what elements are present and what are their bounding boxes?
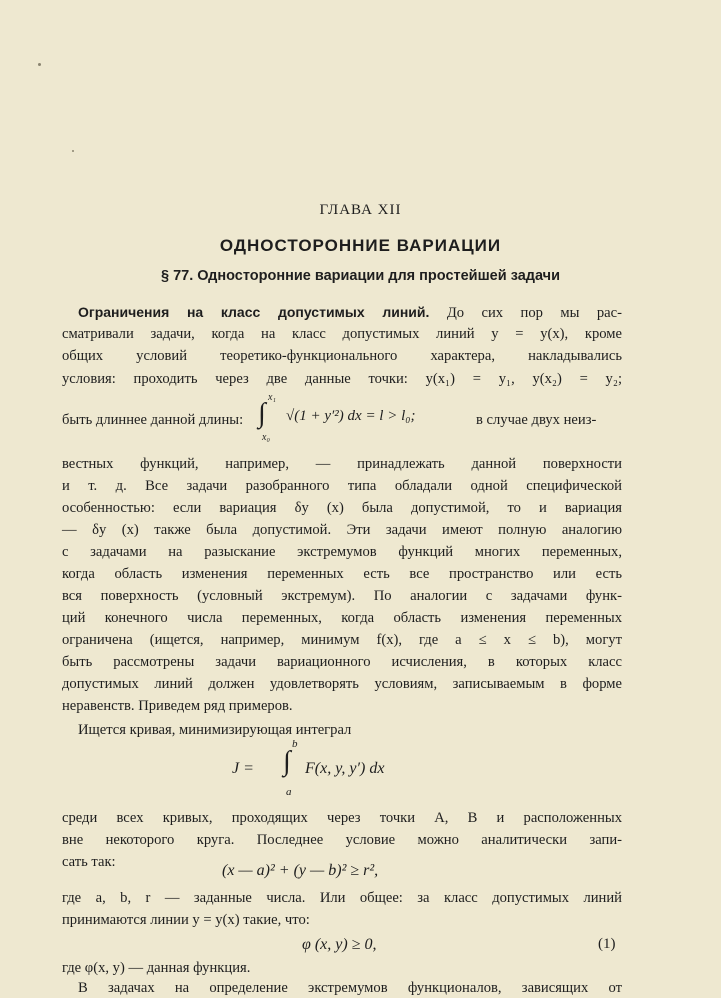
integral-sign: ∫ xyxy=(258,398,266,429)
paragraph-line: где a, b, r — заданные числа. Или общее: за класс допустимых линий xyxy=(62,890,622,906)
paragraph-line: Ищется кривая, минимизирующая интеграл xyxy=(78,722,352,738)
paragraph-line: сматривали задачи, когда на класс допустимых линий y = y(x), кроме xyxy=(62,326,622,342)
paper-speck xyxy=(72,150,74,152)
section-title: § 77. Односторонние вариации для простейшей задачи xyxy=(160,268,561,284)
paragraph-line: вестных функций, например, — принадлежать данной поверхности xyxy=(62,456,622,472)
integral-lower-limit: x₀ xyxy=(262,432,270,443)
paragraph-line: где φ(x, y) — данная функция. xyxy=(62,960,251,976)
integral-sign: ∫ xyxy=(283,746,291,777)
paragraph-text: в случае двух неиз- xyxy=(476,412,597,428)
paragraph-line: условия: проходить через две данные точки: y(x₁) = y₁, y(x₂) = y₂; xyxy=(62,371,622,387)
paragraph-line: общих условий теоретико-функционального характера, накладывались xyxy=(62,348,622,364)
paragraph-line: быть рассмотрены задачи вариационного исчисления, в которых класс xyxy=(62,654,622,670)
paragraph-line: среди всех кривых, проходящих через точки A, B и расположенных xyxy=(62,810,622,826)
paper-speck xyxy=(38,63,41,66)
paragraph-line: неравенств. Приведем ряд примеров. xyxy=(62,698,293,714)
paragraph-heading: Ограничения на класс допустимых линий. xyxy=(78,304,430,320)
paragraph-line: ограничена (ищется, например, минимум f(x), где a ≤ x ≤ b), могут xyxy=(62,632,622,648)
paragraph-line: допустимых линий должен удовлетворять условиям, записываемым в форме xyxy=(62,676,622,692)
chapter-title: ОДНОСТОРОННИЕ ВАРИАЦИИ xyxy=(219,236,502,255)
equation-1-number: (1) xyxy=(598,936,616,952)
integral-upper-limit: x₁ xyxy=(268,392,276,403)
paragraph-line xyxy=(78,302,622,323)
circle-condition-formula: (x — a)² + (y — b)² ≥ r², xyxy=(222,862,379,879)
integral-upper-limit: b xyxy=(292,738,298,750)
paragraph-line: ций конечного числа переменных, когда область изменения переменных xyxy=(62,610,622,626)
paragraph-line: принимаются линии y = y(x) такие, что: xyxy=(62,912,310,928)
paragraph-line: с задачами на разыскание экстремумов функций многих переменных, xyxy=(62,544,622,560)
paragraph-line: когда область изменения переменных есть все пространство или есть xyxy=(62,566,622,582)
integral-lhs: J = xyxy=(232,760,254,777)
paragraph-line: вне некоторого круга. Последнее условие можно аналитически запи- xyxy=(62,832,622,848)
equation-1: φ (x, y) ≥ 0, xyxy=(302,936,377,953)
paragraph-line: сать так: xyxy=(62,854,116,870)
paragraph-line: — δy (x) также была допустимой. Эти задачи имеют полную аналогию xyxy=(62,522,622,538)
paragraph-line: особенностью: если вариация δy (x) была допустимой, то и вариация xyxy=(62,500,622,516)
paragraph-line: и т. д. Все задачи разобранного типа обладали одной специфической xyxy=(62,478,622,494)
paragraph-line: вся поверхность (условный экстремум). По аналогии с задачами функ- xyxy=(62,588,622,604)
paragraph-text: До сих пор мы рас- xyxy=(446,305,622,321)
chapter-label: ГЛАВА XII xyxy=(319,202,402,218)
arc-length-formula: √(1 + y′²) dx = l > l₀; xyxy=(286,408,416,424)
paragraph-line: В задачах на определение экстремумов функционалов, зависящих от xyxy=(78,980,622,996)
paragraph-text: быть длиннее данной длины: xyxy=(62,412,244,428)
integral-body: F(x, y, y′) dx xyxy=(305,760,385,777)
integral-lower-limit: a xyxy=(286,786,292,798)
